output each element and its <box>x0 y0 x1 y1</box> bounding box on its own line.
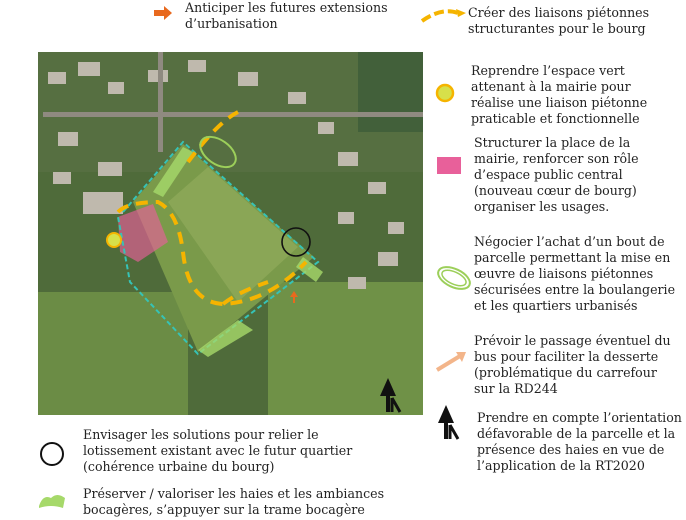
black-circle-icon <box>38 440 66 468</box>
hedge-icon <box>37 492 67 510</box>
legend-espace-vert: Reprendre l’espace vert attenant à la mairie pour réalise une liaison piétonne praticable et fonctionnelle <box>471 63 648 126</box>
yellow-dash-icon <box>420 3 468 23</box>
north-arrow-icon <box>378 378 408 414</box>
bus-arrow-icon <box>434 350 468 372</box>
aerial-map <box>38 52 423 415</box>
legend-haies: Préserver / valoriser les haies et les ambiances bocagères, s’appuyer sur la trame bocagère <box>83 486 385 517</box>
north-arrow-icon <box>436 405 466 441</box>
pink-square-icon <box>437 157 461 174</box>
yellow-circle-icon <box>434 82 456 104</box>
green-ring-icon <box>434 262 474 294</box>
legend-lotissement: Envisager les solutions pour relier le lotissement existant avec le futur quartier (cohérence urbaine du bourg) <box>83 427 353 474</box>
legend-place-mairie: Structurer la place de la mairie, renforcer son rôle d’espace public central (nouveau cœur de bourg) organiser les usages. <box>474 135 639 214</box>
legend-bus: Prévoir le passage éventuel du bus pour faciliter la desserte (problématique du carrefour sur la RD244 <box>474 333 671 396</box>
legend-negocier: Négocier l’achat d’un bout de parcelle permettant la mise en œuvre de liaisons piétonnes sécurisées entre la boulangerie et les quartiers urbanisés <box>474 234 676 313</box>
orange-arrow-icon <box>153 6 173 20</box>
legend-extensions: Anticiper les futures extensions d’urbanisation <box>185 0 388 31</box>
legend-orientation: Prendre en compte l’orientation défavorable de la parcelle et la présence des haies en vue de l’application de la RT2020 <box>477 410 682 473</box>
legend-liaisons: Créer des liaisons piétonnes structurantes pour le bourg <box>468 5 650 36</box>
